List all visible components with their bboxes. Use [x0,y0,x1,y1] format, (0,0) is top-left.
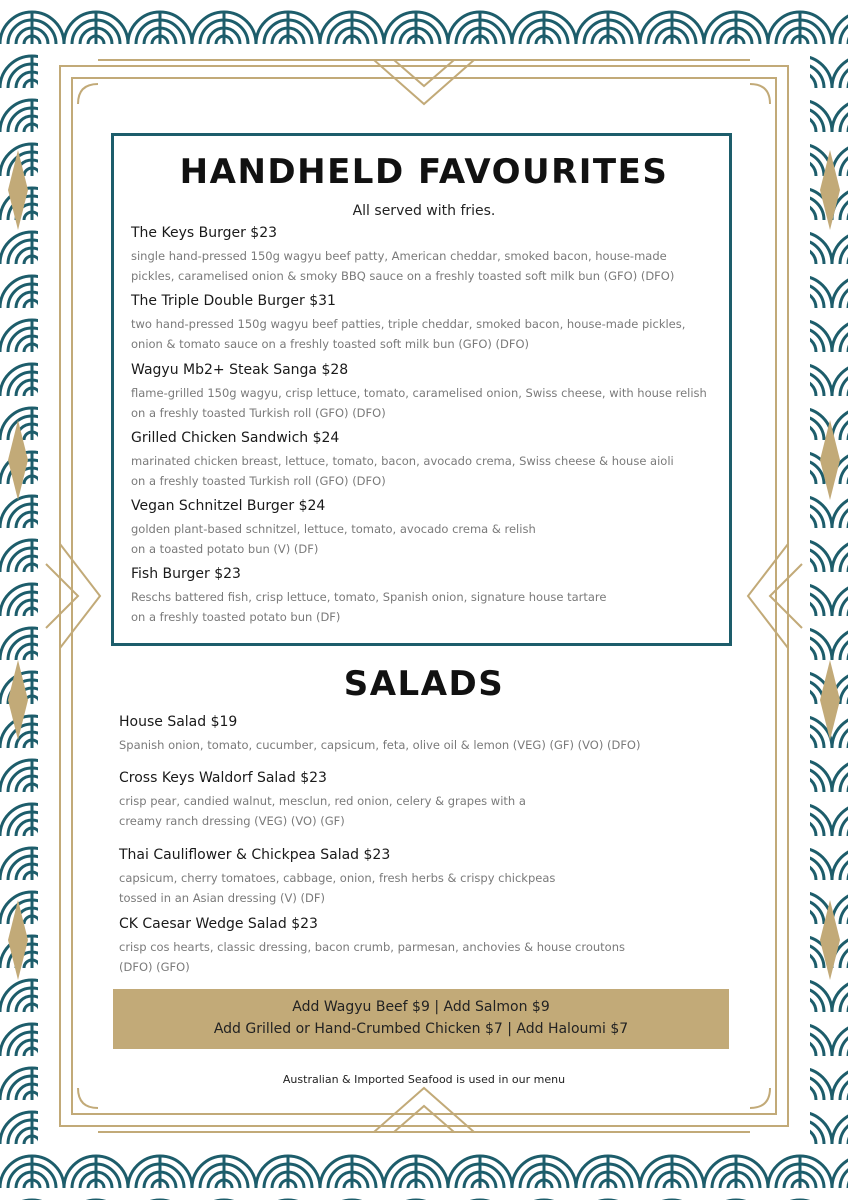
item-description [119,937,625,977]
menu-item [131,293,685,354]
item-description [131,451,674,491]
item-desc-line: crisp pear, candied walnut, mesclun, red onion, celery & grapes with a [119,794,526,808]
item-name: Wagyu Mb2+ Steak Sanga $28 [131,362,349,378]
item-description [119,791,526,831]
item-desc-line: crisp cos hearts, classic dressing, bacon crumb, parmesan, anchovies & house croutons [119,940,625,954]
menu-item [131,430,674,491]
item-name: Grilled Chicken Sandwich $24 [131,430,340,446]
item-description [131,519,536,559]
item-desc-line: creamy ranch dressing (VEG) (VO) (GF) [119,814,345,828]
item-desc-line: capsicum, cherry tomatoes, cabbage, onion, fresh herbs & crispy chickpeas [119,871,556,885]
item-desc-line: onion & tomato sauce on a freshly toasted soft milk bun (GFO) (DFO) [131,337,530,351]
item-name: The Keys Burger $23 [131,225,278,241]
item-desc-line: on a toasted potato bun (V) (DF) [131,542,319,556]
item-description [131,587,606,627]
menu-item [119,847,555,908]
handheld-subtitle: All served with fries. [352,203,496,219]
item-description [131,246,674,286]
item-desc-line: tossed in an Asian dressing (V) (DF) [119,891,325,905]
item-desc-line: Reschs battered fish, crisp lettuce, tomato, Spanish onion, signature house tartare [131,590,607,604]
menu-item [131,566,606,627]
item-name: Cross Keys Waldorf Salad $23 [119,770,327,786]
addons-line: Add Wagyu Beef $9 | Add Salmon $9 [292,999,550,1015]
handheld-section-title: HANDHELD FAVOURITES [179,152,669,192]
addons-line: Add Grilled or Hand-Crumbed Chicken $7 | Add Haloumi $7 [213,1021,629,1037]
item-name: Thai Cauliflower & Chickpea Salad $23 [119,847,391,863]
item-desc-line: golden plant-based schnitzel, lettuce, tomato, avocado crema & relish [131,522,536,536]
item-desc-line: two hand-pressed 150g wagyu beef patties, triple cheddar, smoked bacon, house-made pickles, [131,317,686,331]
item-description [119,735,640,755]
salad-addons-banner [113,989,729,1049]
item-desc-line: on a freshly toasted Turkish roll (GFO) (DFO) [131,406,386,420]
item-desc-line: Spanish onion, tomato, cucumber, capsicum, feta, olive oil & lemon (VEG) (GF) (VO) (DFO) [119,738,641,752]
item-desc-line: on a freshly toasted potato bun (DF) [131,610,341,624]
item-desc-line: marinated chicken breast, lettuce, tomato, bacon, avocado crema, Swiss cheese & house aioli [131,454,674,468]
item-desc-line: on a freshly toasted Turkish roll (GFO) (DFO) [131,474,386,488]
menu-item [131,498,536,559]
item-name: House Salad $19 [119,714,238,730]
item-name: Fish Burger $23 [131,566,241,582]
item-desc-line: single hand-pressed 150g wagyu beef patty, American cheddar, smoked bacon, house-made [131,249,667,263]
item-description [131,314,685,354]
item-desc-line: pickles, caramelised onion & smoky BBQ sauce on a freshly toasted soft milk bun (GFO) (DFO) [131,269,675,283]
menu-item [119,714,640,755]
item-description [131,383,707,423]
menu-item [131,225,674,286]
seafood-footnote: Australian & Imported Seafood is used in our menu [282,1073,566,1086]
item-desc-line: flame-grilled 150g wagyu, crisp lettuce, tomato, caramelised onion, Swiss cheese, with house relish [131,386,707,400]
item-desc-line: (DFO) (GFO) [119,960,190,974]
item-name: The Triple Double Burger $31 [131,293,336,309]
item-description [119,868,555,908]
item-name: Vegan Schnitzel Burger $24 [131,498,326,514]
menu-item [119,916,625,977]
menu-item [131,362,707,423]
salads-section-title: SALADS [343,664,505,704]
menu-item [119,770,526,831]
item-name: CK Caesar Wedge Salad $23 [119,916,318,932]
